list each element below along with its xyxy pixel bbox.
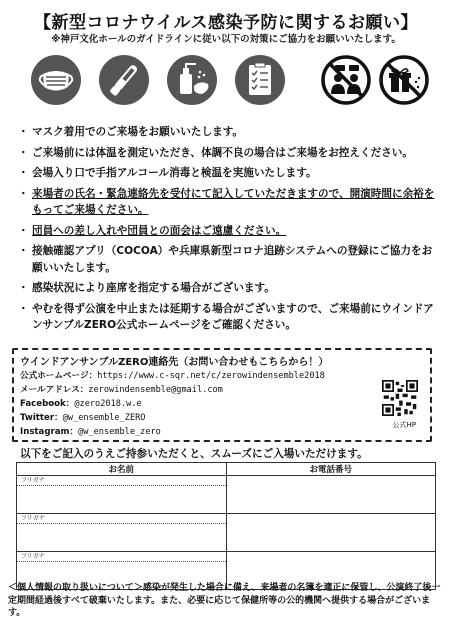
- phone-field[interactable]: [226, 514, 436, 552]
- page-subtitle: ※神戸文化ホールのガイドラインに従い以下の対策にご協力をお願いいたします。: [51, 34, 401, 45]
- page-title: 【新型コロナウイルス感染予防に関するお願い】: [34, 13, 418, 33]
- name-field[interactable]: フリガナ: [17, 552, 227, 590]
- notice-item: ・ やむを得ず公演を中止または延期する場合がございますので、ご来場前にウインドアンサンブルZERO公式ホームページをご確認ください。: [18, 302, 434, 331]
- notice-item: ・ 接触確認アプリ（COCOA）や兵庫県新型コロナ追跡システムへの登録にご協力をお願いいたします。: [18, 245, 433, 274]
- name-column-header: お名前: [17, 463, 227, 476]
- notice-item: ・ 感染状況により座席を指定する場合がございます。: [18, 282, 275, 294]
- notice-item: ・ マスク着用でのご来場をお願いいたします。: [18, 126, 244, 138]
- privacy-note: ＜個人情報の取り扱いについて＞感染が発生した場合に備え、来場者の名簿を適正に保管し、公演終了後一定期間経過後すべて破棄いたします。また、必要に応じて保健所等の公的機関へ提供する場合がございます。: [8, 583, 441, 618]
- name-field[interactable]: フリガナ: [17, 514, 227, 552]
- hand-sanitizer-icon: [166, 54, 218, 106]
- contact-instagram: Instagram：@w_ensemble_zero: [20, 427, 161, 437]
- form-lead: 以下をご記入のうえご持参いただくと、スムーズにご入場いただけます。: [20, 448, 368, 460]
- notice-item: ・ 来場者の氏名・緊急連絡先を受付にて記入していただきますので、開演時間に余裕をもってご来場ください。: [18, 187, 435, 216]
- contact-homepage: 公式ホームページ：https://www.c-sqr.net/c/zerowindensemble2018: [20, 371, 325, 381]
- email-link[interactable]: zerowindensemble@gmail.com: [88, 385, 223, 395]
- icon-row: [30, 54, 430, 118]
- notice-item: ・ 団員への差し入れや団員との面会はご遠慮ください。: [18, 224, 287, 237]
- qr-label: 公式HP: [392, 421, 416, 429]
- phone-field[interactable]: [226, 476, 436, 514]
- notice-list: [18, 124, 438, 338]
- qr-code-icon[interactable]: [382, 380, 418, 416]
- phone-column-header: お電話番号: [226, 463, 436, 476]
- no-gift-icon: [378, 54, 430, 106]
- contact-facebook: Facebook：@zero2018.w.e: [20, 399, 142, 409]
- table-row: [17, 476, 436, 514]
- thermometer-icon: [98, 54, 150, 106]
- notice-item: ・ 会場入り口で手指アルコール消毒と検温を実施いたします。: [18, 167, 317, 179]
- contact-twitter: Twitter：@w_ensemble_ZERO: [20, 413, 146, 423]
- no-conversation-icon: [320, 54, 372, 106]
- contact-box: [12, 348, 432, 442]
- homepage-link[interactable]: https://www.c-sqr.net/c/zerowindensemble2018: [97, 371, 325, 381]
- notice-item: ・ ご来場前には体温を測定いただき、体調不良の場合はご来場をお控えください。: [18, 146, 413, 159]
- name-field[interactable]: フリガナ: [17, 476, 227, 514]
- checklist-icon: [234, 54, 286, 106]
- contact-email: メールアドレス：zerowindensemble@gmail.com: [20, 385, 223, 395]
- table-row: [17, 514, 436, 552]
- attendee-form: [16, 462, 436, 590]
- mask-icon: [30, 54, 82, 106]
- contact-heading: ウインドアンサンブルZERO連絡先（お問い合わせもこちらから！）: [20, 357, 329, 368]
